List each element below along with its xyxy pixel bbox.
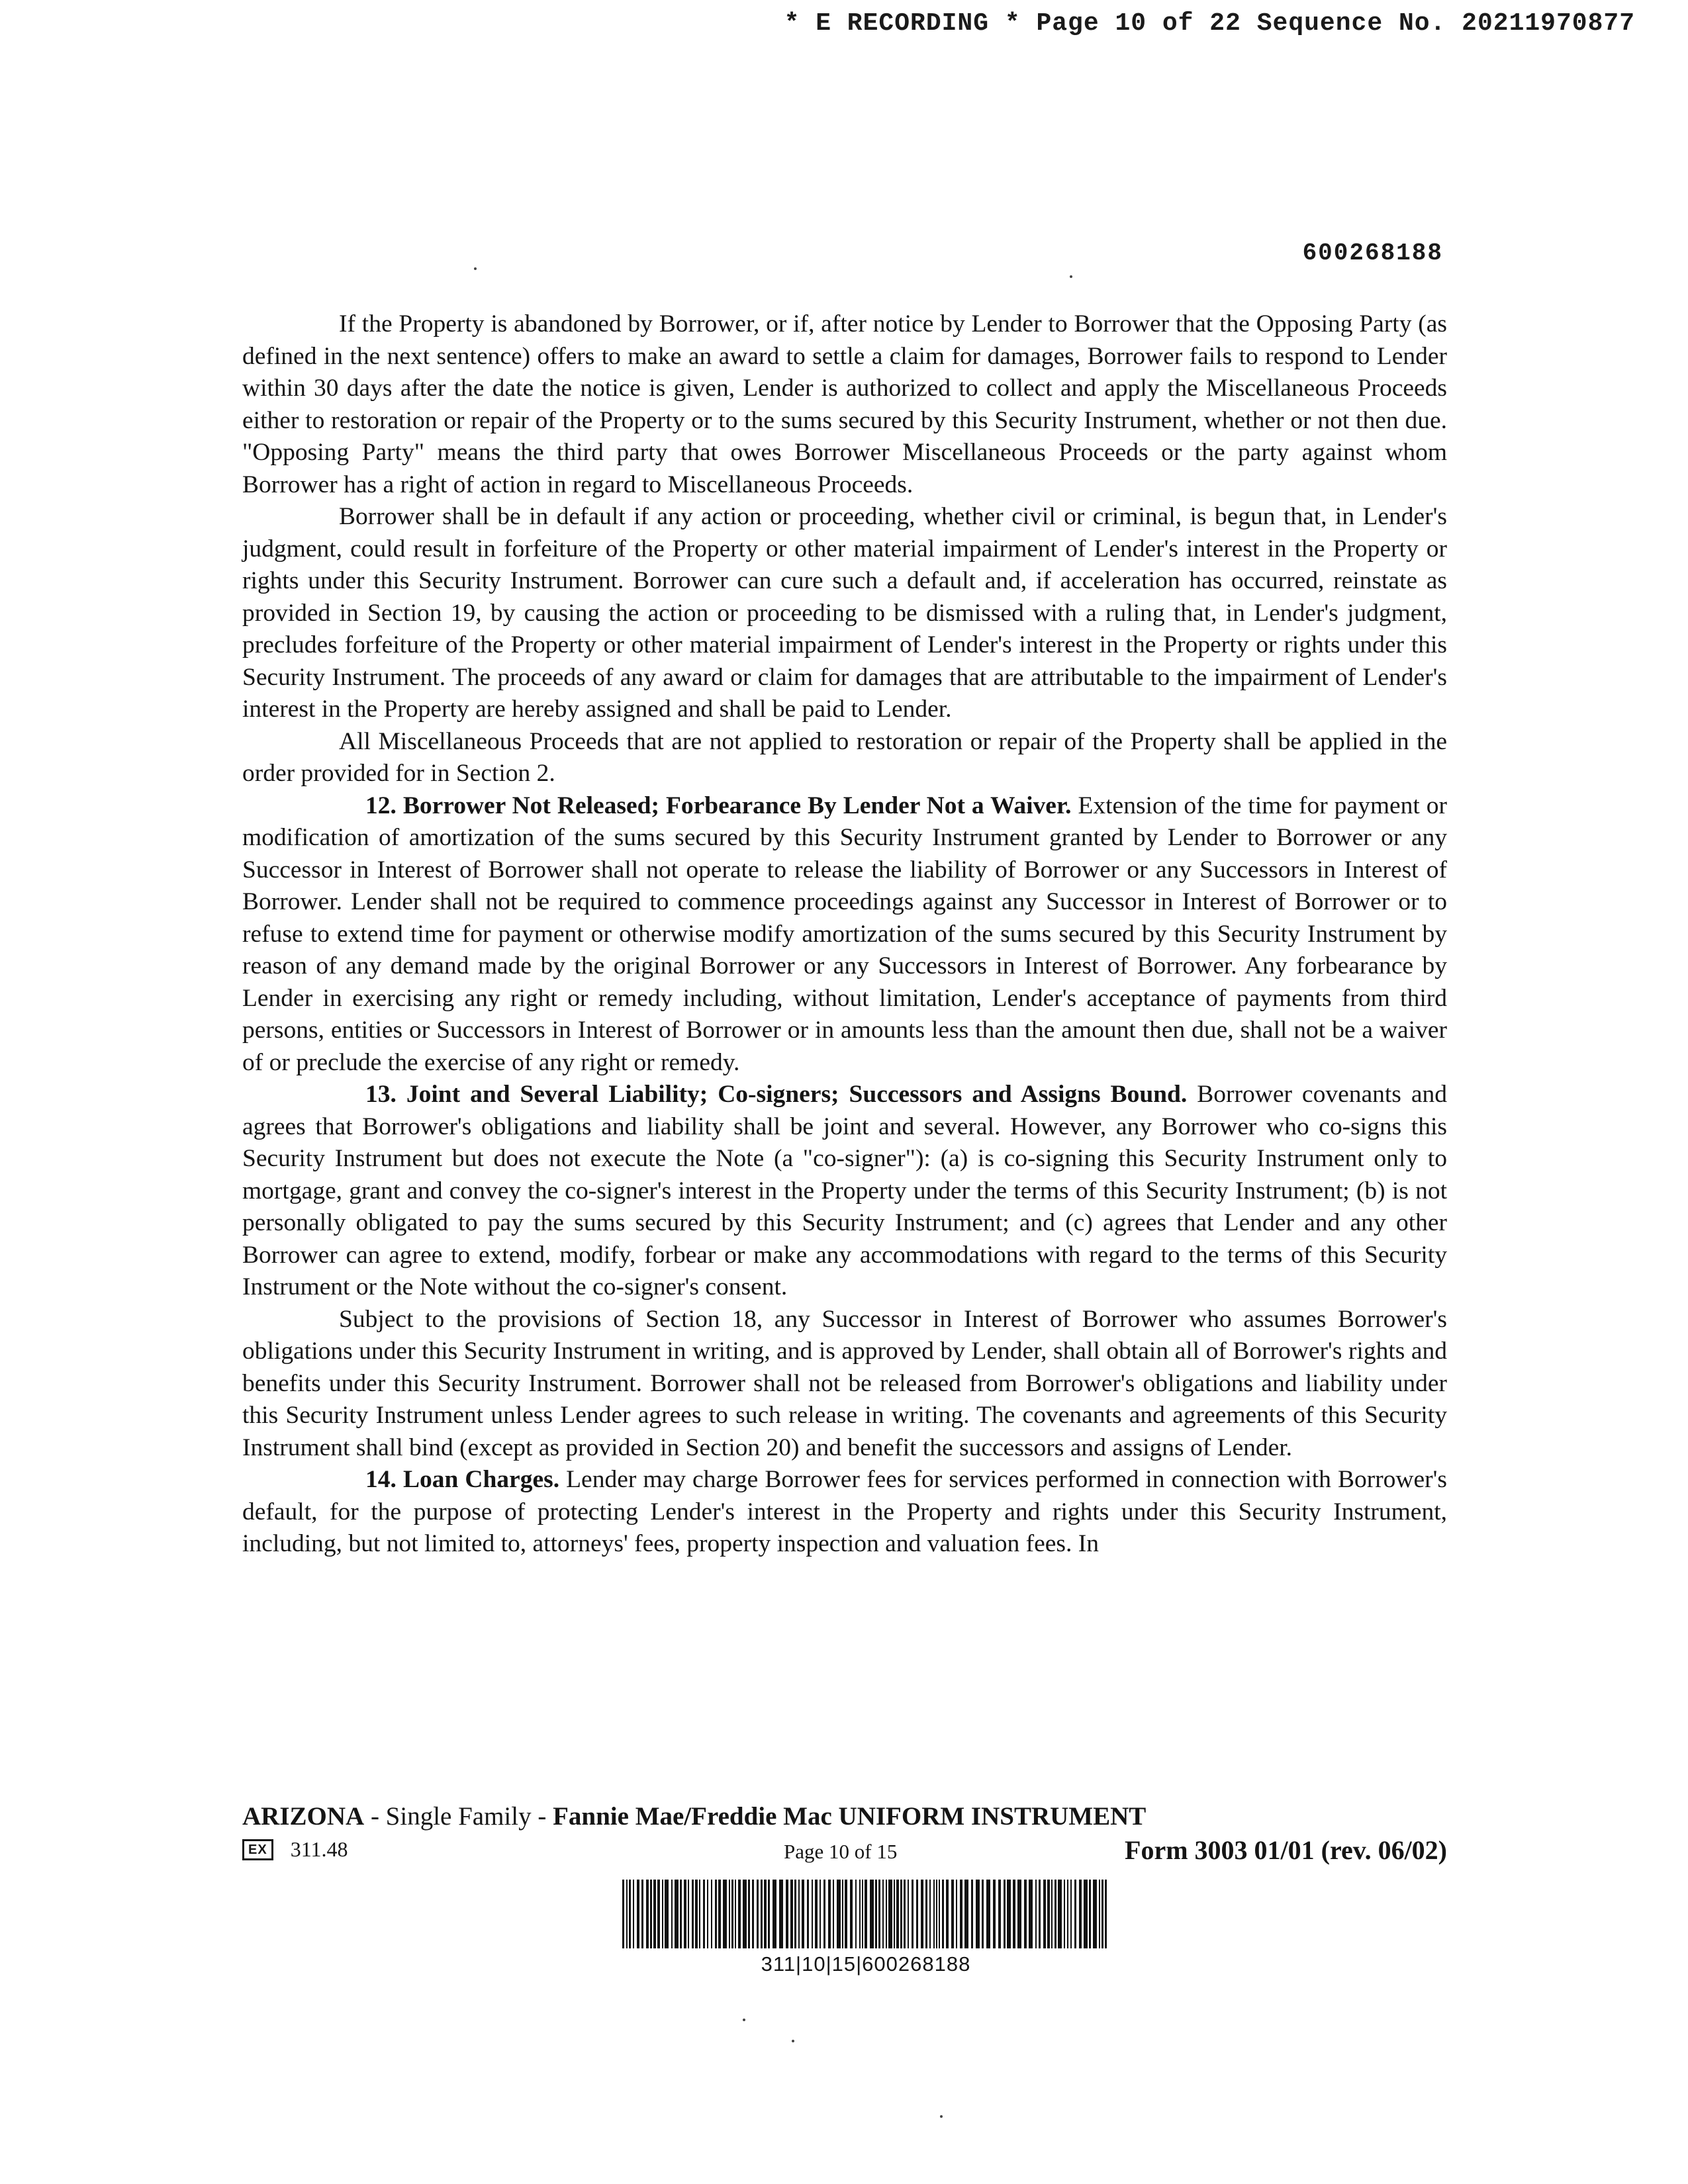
barcode-bar: [650, 1880, 652, 1948]
barcode-icon: [622, 1880, 1109, 1948]
barcode-bar: [695, 1880, 698, 1948]
barcode-bar: [900, 1880, 902, 1948]
barcode-bar: [748, 1880, 750, 1948]
barcode-bar: [1079, 1880, 1082, 1948]
scan-speck: [792, 2040, 794, 2042]
scan-speck: [1070, 275, 1072, 278]
footer-form-number: Form 3003 01/01 (rev. 06/02): [1125, 1835, 1447, 1865]
barcode-bar: [735, 1880, 736, 1948]
barcode-bar: [976, 1880, 980, 1948]
barcode-bar: [1105, 1880, 1107, 1948]
barcode-bar: [993, 1880, 996, 1948]
barcode-bar: [723, 1880, 727, 1948]
barcode-bar: [908, 1880, 909, 1948]
footer-form-code: [242, 1837, 348, 1862]
barcode-bar: [855, 1880, 857, 1948]
barcode-bar: [845, 1880, 847, 1948]
barcode-bar: [1055, 1880, 1056, 1948]
section-14-text: Lender may charge Borrower fees for services performed in connection with Borrower's default, for the purpose of protecting Lender's interest in the Property and rights under this Security Instrument, including, but not limited to, attorneys' fees, property inspection and valuation fees. In: [242, 1466, 1447, 1557]
barcode-bar: [875, 1880, 877, 1948]
barcode-bar: [729, 1880, 730, 1948]
barcode-bar: [982, 1880, 984, 1948]
barcode-bar: [1064, 1880, 1065, 1948]
barcode-bar: [823, 1880, 825, 1948]
barcode-bar: [1007, 1880, 1011, 1948]
paragraph-borrower-default: [242, 501, 1447, 726]
barcode-bar: [715, 1880, 717, 1948]
barcode-bar: [862, 1880, 863, 1948]
barcode-bar: [752, 1880, 754, 1948]
section-12: [242, 790, 1447, 1079]
barcode-bar: [1013, 1880, 1015, 1948]
paragraph-text: All Miscellaneous Proceeds that are not applied to restoration or repair of the Property shall be applied in the order provided for in Section 2.: [242, 727, 1447, 787]
barcode-bar: [703, 1880, 705, 1948]
barcode-bar: [925, 1880, 927, 1948]
barcode-bar: [896, 1880, 899, 1948]
barcode-bar: [894, 1880, 895, 1948]
barcode-bar: [971, 1880, 973, 1948]
barcode-bar: [933, 1880, 935, 1948]
barcode-bar: [692, 1880, 694, 1948]
barcode-bar: [731, 1880, 733, 1948]
barcode-bar: [998, 1880, 1001, 1948]
barcode-bar: [878, 1880, 880, 1948]
barcode-bar: [916, 1880, 918, 1948]
section-13-heading: 13. Joint and Several Liability; Co-signers; Successors and Assigns Bound.: [365, 1081, 1188, 1108]
loan-number: 600268188: [1302, 240, 1443, 267]
section-14-heading: 14. Loan Charges.: [365, 1466, 560, 1493]
barcode-bar: [820, 1880, 821, 1948]
barcode-bar: [1039, 1880, 1041, 1948]
barcode-bar: [912, 1880, 914, 1948]
barcode-bar: [1089, 1880, 1091, 1948]
barcode-bar: [757, 1880, 759, 1948]
scan-speck: [743, 2019, 745, 2021]
barcode-bar: [680, 1880, 682, 1948]
barcode-bar: [671, 1880, 673, 1948]
paragraph-text: Borrower shall be in default if any action or proceeding, whether civil or criminal, is begun that, in Lender's judgment, could result in forfeiture of the Property or other material impairment of Lender's interest in the Property or rights under this Security Instrument. Borrower can cure such a default and, if acceleration has occurred, reinstate as provided in Section 19, by causing the action or proceeding to be dismissed with a ruling that, in Lender's judgment, precludes forfeiture of the Property or other material impairment of Lender's interest in the Property or rights under this Security Instrument. The proceeds of any award or claim for damages that are attributable to the impairment of Lender's interest in the Property are hereby assigned and shall be paid to Lender.: [242, 503, 1447, 723]
section-12-heading: 12. Borrower Not Released; Forbearance By Lender Not a Waiver.: [365, 792, 1072, 819]
barcode-bar: [711, 1880, 712, 1948]
barcode-bar: [779, 1880, 783, 1948]
barcode-bar: [1093, 1880, 1097, 1948]
barcode-bar: [951, 1880, 954, 1948]
barcode-bar: [743, 1880, 747, 1948]
barcode-bar: [1067, 1880, 1068, 1948]
barcode-bar: [1074, 1880, 1076, 1948]
barcode-bar: [1058, 1880, 1062, 1948]
paragraph-text: Subject to the provisions of Section 18, any Successor in Interest of Borrower who assumes Borrower's obligations under this Security Instrument in writing, and is approved by Lender, shall obtain all of Borrower's rights and benefits under this Security Instrument. Borrower shall not be released from Borrower's obligations and liability under this Security Instrument unless Lender agrees to such release in writing. The covenants and agreements of this Security Instrument shall bind (except as provided in Section 20) and benefit the successors and assigns of Lender.: [242, 1305, 1447, 1461]
recording-header: * E RECORDING * Page 10 of 22 Sequence No. 20211970877: [784, 9, 1635, 38]
barcode-bar: [637, 1880, 639, 1948]
barcode-bar: [870, 1880, 874, 1948]
barcode-bar: [1047, 1880, 1050, 1948]
section-13: [242, 1079, 1447, 1304]
barcode-bar: [807, 1880, 809, 1948]
barcode-bar: [833, 1880, 834, 1948]
footer-title: [242, 1801, 1146, 1831]
barcode-bar: [738, 1880, 741, 1948]
barcode-bar: [946, 1880, 949, 1948]
barcode-bar: [662, 1880, 663, 1948]
barcode-bar: [773, 1880, 776, 1948]
barcode-bar: [790, 1880, 793, 1948]
section-14: [242, 1464, 1447, 1561]
barcode-bar: [1070, 1880, 1072, 1948]
barcode-bar: [1024, 1880, 1027, 1948]
barcode-bar: [764, 1880, 767, 1948]
barcode-bar: [960, 1880, 962, 1948]
footer-code-number: 311.48: [290, 1837, 348, 1861]
barcode-bar: [865, 1880, 867, 1948]
paragraph-text: If the Property is abandoned by Borrower, or if, after notice by Lender to Borrower that the Opposing Party (as defined in the next sentence) offers to make an award to settle a claim for damages, Borrower fails to respond to Lender within 30 days after the date the notice is given, Lender is authorized to collect and apply the Miscellaneous Proceeds either to restoration or repair of the Property or to the sums secured by this Security Instrument, whether or not then due. "Opposing Party" means the third party that owes Borrower Miscellaneous Proceeds or the party against whom Borrower has a right of action in regard to Miscellaneous Proceeds.: [242, 310, 1447, 498]
barcode-bar: [886, 1880, 887, 1948]
barcode-bar: [798, 1880, 800, 1948]
barcode-bar: [653, 1880, 656, 1948]
paragraph-abandoned-property: [242, 308, 1447, 501]
barcode-bar: [1004, 1880, 1006, 1948]
barcode-bar: [802, 1880, 804, 1948]
scan-speck: [940, 2115, 943, 2118]
barcode-bar: [850, 1880, 853, 1948]
footer-state: ARIZONA: [242, 1802, 365, 1831]
barcode-text: 311|10|15|600268188: [761, 1952, 971, 1976]
section-12-text: Extension of the time for payment or modification of amortization of the sums secured by this Security Instrument granted by Lender to Borrower or any Successor in Interest of Borrower shall not operate to release the liability of Borrower or any Successors in Interest of Borrower. Lender shall not be required to commence proceedings against any Successor in Interest of Borrower or to refuse to extend time for payment or otherwise modify amortization of the sums secured by this Security Instrument by reason of any demand made by the original Borrower or any Successors in Interest of Borrower. Any forbearance by Lender in exercising any right or remedy including, without limitation, Lender's acceptance of payments from third persons, entities or Successors in Interest of Borrower or in amounts less than the amount then due, shall not be a waiver of or preclude the exercise of any right or remedy.: [242, 792, 1447, 1076]
barcode-bar: [882, 1880, 884, 1948]
ex-logo-icon: EX: [242, 1839, 273, 1860]
document-body: [242, 308, 1447, 1561]
paragraph-successors: [242, 1304, 1447, 1465]
barcode-bar: [626, 1880, 628, 1948]
barcode-bar: [859, 1880, 861, 1948]
barcode-bar: [939, 1880, 940, 1948]
barcode-bar: [1029, 1880, 1033, 1948]
barcode-bar: [921, 1880, 923, 1948]
barcode-bar: [828, 1880, 831, 1948]
barcode-bar: [1084, 1880, 1088, 1948]
barcode-bar: [942, 1880, 944, 1948]
barcode-bar: [657, 1880, 660, 1948]
barcode-bar: [633, 1880, 634, 1948]
barcode-bar: [718, 1880, 721, 1948]
paragraph-misc-proceeds: [242, 726, 1447, 790]
barcode-bar: [684, 1880, 686, 1948]
barcode-bar: [622, 1880, 624, 1948]
barcode-bar: [707, 1880, 708, 1948]
barcode-bar: [699, 1880, 700, 1948]
barcode-bar: [646, 1880, 649, 1948]
barcode-bar: [786, 1880, 788, 1948]
barcode-bar: [1102, 1880, 1103, 1948]
barcode-bar: [812, 1880, 813, 1948]
barcode-bar: [688, 1880, 689, 1948]
footer-instrument: Fannie Mae/Freddie Mac UNIFORM INSTRUMENT: [553, 1802, 1147, 1831]
section-13-text: Borrower covenants and agrees that Borrower's obligations and liability shall be joint and several. However, any Borrower who co-signs this Security Instrument but does not execute the Note (a "co-signer"): (a) is co-signing this Security Instrument only to mortgage, grant and convey the co-signer's interest in the Property under the terms of this Security Instrument; (b) is not personally obligated to pay the sums secured by this Security Instrument; and (c) agrees that Lender and any other Borrower can agree to extend, modify, forbear or make any accommodations with regard to the terms of this Security Instrument or the Note without the co-signer's consent.: [242, 1081, 1447, 1300]
barcode-bar: [675, 1880, 679, 1948]
barcode-bar: [629, 1880, 631, 1948]
scan-speck: [474, 267, 477, 270]
barcode-bar: [1099, 1880, 1100, 1948]
barcode-bar: [837, 1880, 841, 1948]
barcode-bar: [888, 1880, 892, 1948]
barcode-bar: [904, 1880, 906, 1948]
barcode-bar: [761, 1880, 763, 1948]
barcode-bar: [665, 1880, 669, 1948]
barcode-bar: [956, 1880, 957, 1948]
barcode-bar: [936, 1880, 937, 1948]
footer-separator: - Single Family -: [364, 1802, 553, 1831]
footer-page-number: Page 10 of 15: [784, 1840, 898, 1863]
barcode-bar: [842, 1880, 843, 1948]
barcode-bar: [815, 1880, 818, 1948]
barcode-bar: [794, 1880, 796, 1948]
barcode-bar: [1035, 1880, 1037, 1948]
barcode-bar: [1051, 1880, 1053, 1948]
barcode-bar: [964, 1880, 968, 1948]
barcode-bar: [929, 1880, 931, 1948]
barcode-bar: [986, 1880, 990, 1948]
barcode-bar: [641, 1880, 643, 1948]
barcode-bar: [1043, 1880, 1046, 1948]
barcode-bar: [768, 1880, 770, 1948]
barcode-bar: [1017, 1880, 1021, 1948]
